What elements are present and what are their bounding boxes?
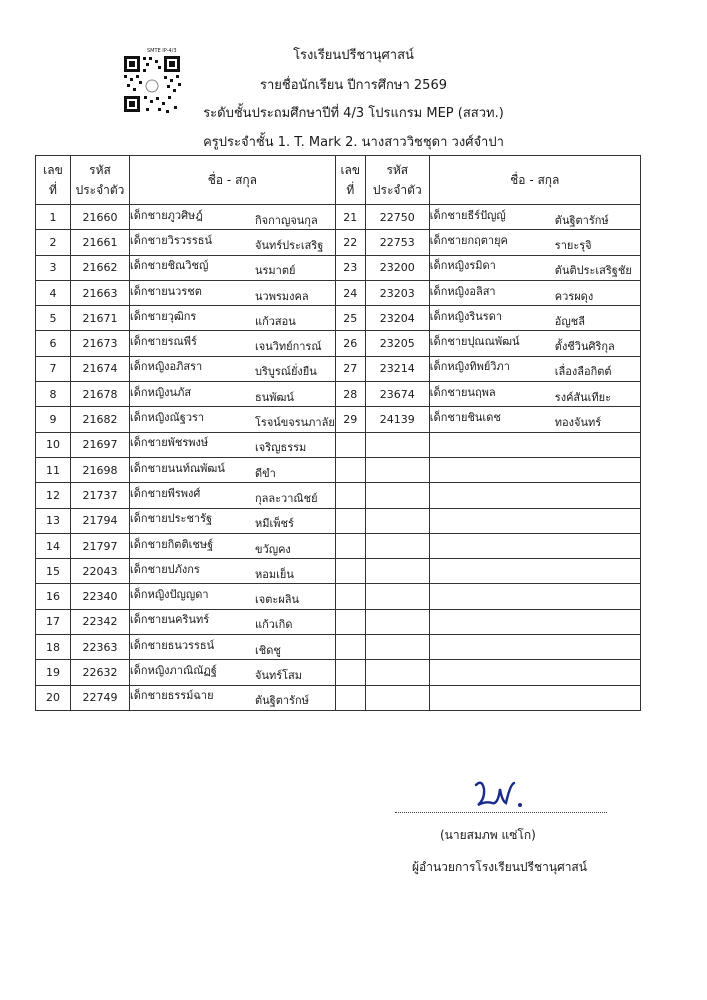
- row-number-cell: 29: [335, 407, 365, 432]
- signer-title: ผู้อำนวยการโรงเรียนปรีชานุศาสน์: [412, 860, 587, 874]
- student-id-cell: 24139: [365, 407, 429, 432]
- student-name-cell: [429, 255, 640, 280]
- student-first-name: เด็กชายนวรชต: [130, 284, 202, 298]
- student-first-name: เด็กชายชินเดช: [429, 411, 501, 425]
- col-header-number: เลข ที่: [335, 156, 365, 205]
- student-last-name: หอมเย็น: [255, 567, 294, 581]
- row-number-cell: 28: [335, 382, 365, 407]
- row-number-cell: 5: [36, 306, 71, 331]
- school-name: โรงเรียนปรีชานุศาสน์: [293, 48, 414, 63]
- col-header-name: ชื่อ - สกุล: [130, 156, 336, 205]
- student-first-name: เด็กชายประชารัฐ: [130, 512, 213, 526]
- row-number-cell: [335, 533, 365, 558]
- student-id-cell: [365, 533, 429, 558]
- student-id-cell: 21698: [71, 457, 130, 482]
- student-id-cell: 23674: [365, 382, 429, 407]
- student-id-cell: 21682: [71, 407, 130, 432]
- list-title: รายชื่อนักเรียน ปีการศึกษา 2569: [260, 78, 447, 93]
- student-id-cell: 22363: [71, 635, 130, 660]
- row-number-cell: 8: [36, 382, 71, 407]
- student-id-cell: 21671: [71, 306, 130, 331]
- student-first-name: เด็กหญิงปัญญดา: [130, 588, 209, 602]
- table-row: [36, 230, 641, 255]
- student-last-name: ควรผดุง: [554, 289, 594, 303]
- student-last-name: กิจกาญจนกุล: [255, 213, 318, 227]
- table-row: [36, 280, 641, 305]
- row-number-cell: 22: [335, 230, 365, 255]
- table-row: [36, 660, 641, 685]
- col-header-name: ชื่อ - สกุล: [429, 156, 640, 205]
- student-last-name: เจนวิทย์การณ์: [255, 340, 322, 354]
- student-name-cell: [429, 584, 640, 609]
- student-name-cell: [429, 280, 640, 305]
- table-row: [36, 508, 641, 533]
- student-first-name: เด็กชายนนท์ณพัฒน์: [130, 461, 225, 475]
- student-id-cell: 21662: [71, 255, 130, 280]
- student-last-name: ตันฐิตารักษ์: [554, 213, 609, 227]
- table-row: [36, 432, 641, 457]
- student-first-name: เด็กชายธรรม์ฉาย: [130, 689, 214, 703]
- student-name-cell: [429, 508, 640, 533]
- student-last-name: แก้วเกิด: [255, 618, 293, 632]
- col-header-number: เลข ที่: [36, 156, 71, 205]
- student-name-cell: [130, 660, 336, 685]
- student-first-name: เด็กชายชิณวิชญ์: [130, 259, 209, 273]
- row-number-cell: 16: [36, 584, 71, 609]
- row-number-cell: 2: [36, 230, 71, 255]
- table-row: [36, 584, 641, 609]
- student-name-cell: [130, 508, 336, 533]
- student-id-cell: 22340: [71, 584, 130, 609]
- student-id-cell: 22750: [365, 205, 429, 230]
- row-number-cell: 15: [36, 559, 71, 584]
- student-last-name: กุลละวาณิชย์: [255, 491, 318, 505]
- student-id-cell: [365, 685, 429, 710]
- student-id-cell: 21674: [71, 356, 130, 381]
- row-number-cell: 10: [36, 432, 71, 457]
- signature-image: [470, 775, 540, 815]
- student-last-name: บริบูรณ์ยั่งยืน: [255, 365, 317, 379]
- row-number-cell: [335, 685, 365, 710]
- student-first-name: เด็กชายวุฒิกร: [130, 309, 197, 323]
- student-name-cell: [429, 205, 640, 230]
- student-last-name: ขวัญคง: [255, 542, 291, 556]
- row-number-cell: [335, 635, 365, 660]
- row-number-cell: 12: [36, 483, 71, 508]
- signer-name: (นายสมภพ แซ่โก): [440, 828, 536, 842]
- col-header-student-id: รหัส ประจำตัว: [365, 156, 429, 205]
- student-id-cell: 22043: [71, 559, 130, 584]
- student-name-cell: [429, 356, 640, 381]
- row-number-cell: 7: [36, 356, 71, 381]
- student-id-cell: 23204: [365, 306, 429, 331]
- student-name-cell: [429, 533, 640, 558]
- student-id-cell: 22753: [365, 230, 429, 255]
- student-first-name: เด็กชายภูวศิษฎ์: [130, 208, 203, 222]
- student-id-cell: 22749: [71, 685, 130, 710]
- student-last-name: ดีขำ: [255, 466, 276, 480]
- student-first-name: เด็กหญิงทิพย์วิภา: [429, 360, 510, 374]
- student-name-cell: [130, 407, 336, 432]
- student-first-name: เด็กชายรณพีร์: [130, 335, 197, 349]
- student-id-cell: 21661: [71, 230, 130, 255]
- student-first-name: เด็กชายพัชรพงษ์: [130, 436, 209, 450]
- student-id-cell: [365, 457, 429, 482]
- student-first-name: เด็กชายพีรพงศ์: [130, 486, 201, 500]
- student-first-name: เด็กชายกิตติเชษฐ์: [130, 537, 214, 551]
- student-id-cell: 23205: [365, 331, 429, 356]
- student-name-cell: [429, 407, 640, 432]
- student-name-cell: [130, 559, 336, 584]
- table-row: [36, 382, 641, 407]
- row-number-cell: 14: [36, 533, 71, 558]
- table-row: [36, 205, 641, 230]
- row-number-cell: 23: [335, 255, 365, 280]
- row-number-cell: 1: [36, 205, 71, 230]
- student-last-name: นรมาตย์: [255, 264, 296, 278]
- row-number-cell: [335, 559, 365, 584]
- student-last-name: เจตะผลิน: [255, 593, 299, 607]
- row-number-cell: 6: [36, 331, 71, 356]
- row-number-cell: [335, 609, 365, 634]
- table-row: [36, 457, 641, 482]
- student-id-cell: [365, 660, 429, 685]
- student-name-cell: [429, 635, 640, 660]
- student-id-cell: 21660: [71, 205, 130, 230]
- student-name-cell: [429, 609, 640, 634]
- student-last-name: จันทร์โสม: [255, 668, 302, 682]
- student-id-cell: [365, 635, 429, 660]
- student-id-cell: 23203: [365, 280, 429, 305]
- table-row: [36, 609, 641, 634]
- student-first-name: เด็กหญิงณัฐวรา: [130, 411, 205, 425]
- student-first-name: เด็กหญิงอภิสรา: [130, 360, 203, 374]
- student-last-name: รงค์สันเทียะ: [554, 390, 612, 404]
- student-id-cell: 22342: [71, 609, 130, 634]
- student-first-name: เด็กชายธนวรรธน์: [130, 638, 215, 652]
- row-number-cell: [335, 483, 365, 508]
- row-number-cell: [335, 508, 365, 533]
- student-last-name: รายะรุจิ: [554, 238, 592, 252]
- table-row: [36, 559, 641, 584]
- student-name-cell: [429, 331, 640, 356]
- student-name-cell: [130, 635, 336, 660]
- row-number-cell: [335, 660, 365, 685]
- student-name-cell: [429, 483, 640, 508]
- student-id-cell: [365, 609, 429, 634]
- row-number-cell: [335, 584, 365, 609]
- student-last-name: เชิดชู: [255, 643, 281, 657]
- student-first-name: เด็กชายนฤพล: [429, 385, 496, 399]
- row-number-cell: 11: [36, 457, 71, 482]
- student-last-name: อัญชลี: [554, 314, 585, 328]
- student-first-name: เด็กชายปุณณพัฒน์: [429, 335, 520, 349]
- student-name-cell: [429, 230, 640, 255]
- student-id-cell: 23200: [365, 255, 429, 280]
- student-name-cell: [429, 382, 640, 407]
- student-name-cell: [130, 483, 336, 508]
- table-header-row: [36, 156, 641, 205]
- signature-line: [395, 812, 607, 813]
- student-id-cell: 21794: [71, 508, 130, 533]
- student-roster-table: [35, 155, 641, 711]
- table-row: [36, 483, 641, 508]
- row-number-cell: 17: [36, 609, 71, 634]
- student-name-cell: [429, 457, 640, 482]
- row-number-cell: 21: [335, 205, 365, 230]
- student-last-name: ตันฐิตารักษ์: [255, 694, 309, 708]
- student-first-name: เด็กชายนครินทร์: [130, 613, 210, 627]
- student-last-name: เจริญธรรม: [255, 441, 307, 455]
- table-row: [36, 635, 641, 660]
- table-row: [36, 533, 641, 558]
- student-last-name: จันทร์ประเสริฐ: [255, 238, 324, 252]
- row-number-cell: 9: [36, 407, 71, 432]
- student-id-cell: 21673: [71, 331, 130, 356]
- row-number-cell: 25: [335, 306, 365, 331]
- student-last-name: โรจน์ขจรนภาลัย: [255, 416, 335, 430]
- student-first-name: เด็กหญิงอลิสา: [429, 284, 496, 298]
- student-first-name: เด็กชายวิรวรรธน์: [130, 233, 212, 247]
- table-row: [36, 331, 641, 356]
- student-name-cell: [130, 609, 336, 634]
- student-id-cell: [365, 508, 429, 533]
- student-name-cell: [130, 584, 336, 609]
- row-number-cell: [335, 457, 365, 482]
- student-name-cell: [130, 306, 336, 331]
- student-id-cell: 21663: [71, 280, 130, 305]
- student-last-name: หมีเพ็ชร์: [255, 517, 294, 531]
- row-number-cell: 18: [36, 635, 71, 660]
- class-level: ระดับชั้นประถมศึกษาปีที่ 4/3 โปรแกรม MEP (สสวท.): [203, 106, 504, 121]
- table-row: [36, 685, 641, 710]
- row-number-cell: 3: [36, 255, 71, 280]
- row-number-cell: 4: [36, 280, 71, 305]
- student-first-name: เด็กชายปภังกร: [130, 562, 200, 576]
- student-last-name: ตันติประเสริฐชัย: [554, 264, 632, 278]
- student-first-name: เด็กชายกฤตายุค: [429, 233, 508, 247]
- student-name-cell: [130, 205, 336, 230]
- student-name-cell: [429, 660, 640, 685]
- row-number-cell: 24: [335, 280, 365, 305]
- row-number-cell: 20: [36, 685, 71, 710]
- student-name-cell: [130, 533, 336, 558]
- student-name-cell: [429, 432, 640, 457]
- student-id-cell: 21678: [71, 382, 130, 407]
- table-row: [36, 306, 641, 331]
- student-name-cell: [130, 457, 336, 482]
- row-number-cell: 27: [335, 356, 365, 381]
- row-number-cell: 26: [335, 331, 365, 356]
- student-id-cell: [365, 584, 429, 609]
- qr-label: SMTE IP-4/3: [147, 48, 177, 54]
- student-last-name: ธนพัฒน์: [255, 390, 294, 404]
- student-name-cell: [130, 280, 336, 305]
- student-last-name: นวพรมงคล: [255, 289, 309, 303]
- table-row: [36, 407, 641, 432]
- student-first-name: เด็กหญิงภาณิณัฏฐ์: [130, 663, 217, 677]
- row-number-cell: 19: [36, 660, 71, 685]
- col-header-student-id: รหัส ประจำตัว: [71, 156, 130, 205]
- student-name-cell: [429, 306, 640, 331]
- student-id-cell: 22632: [71, 660, 130, 685]
- student-id-cell: [365, 483, 429, 508]
- student-name-cell: [130, 432, 336, 457]
- student-id-cell: [365, 432, 429, 457]
- student-name-cell: [130, 356, 336, 381]
- student-name-cell: [429, 685, 640, 710]
- student-first-name: เด็กชายธีร์ปัญญ์: [429, 208, 506, 222]
- student-name-cell: [130, 230, 336, 255]
- table-row: [36, 255, 641, 280]
- student-name-cell: [130, 331, 336, 356]
- table-row: [36, 356, 641, 381]
- student-name-cell: [130, 255, 336, 280]
- student-first-name: เด็กหญิงรินรดา: [429, 309, 503, 323]
- student-name-cell: [130, 382, 336, 407]
- student-first-name: เด็กหญิงรมิดา: [429, 259, 496, 273]
- student-id-cell: 21697: [71, 432, 130, 457]
- student-last-name: แก้วสอน: [255, 314, 296, 328]
- student-id-cell: 21737: [71, 483, 130, 508]
- student-first-name: เด็กหญิงนภัส: [130, 385, 192, 399]
- student-name-cell: [429, 559, 640, 584]
- student-last-name: ทองจันทร์: [554, 416, 602, 430]
- student-name-cell: [130, 685, 336, 710]
- student-id-cell: 21797: [71, 533, 130, 558]
- student-id-cell: 23214: [365, 356, 429, 381]
- row-number-cell: [335, 432, 365, 457]
- student-last-name: ตั้งชีวินศิริกุล: [554, 340, 615, 354]
- homeroom-teachers: ครูประจำชั้น 1. T. Mark 2. นางสาววิชชุดา วงศ์จำปา: [203, 135, 504, 150]
- student-id-cell: [365, 559, 429, 584]
- row-number-cell: 13: [36, 508, 71, 533]
- student-last-name: เลื่องลือกิตต์: [554, 365, 612, 379]
